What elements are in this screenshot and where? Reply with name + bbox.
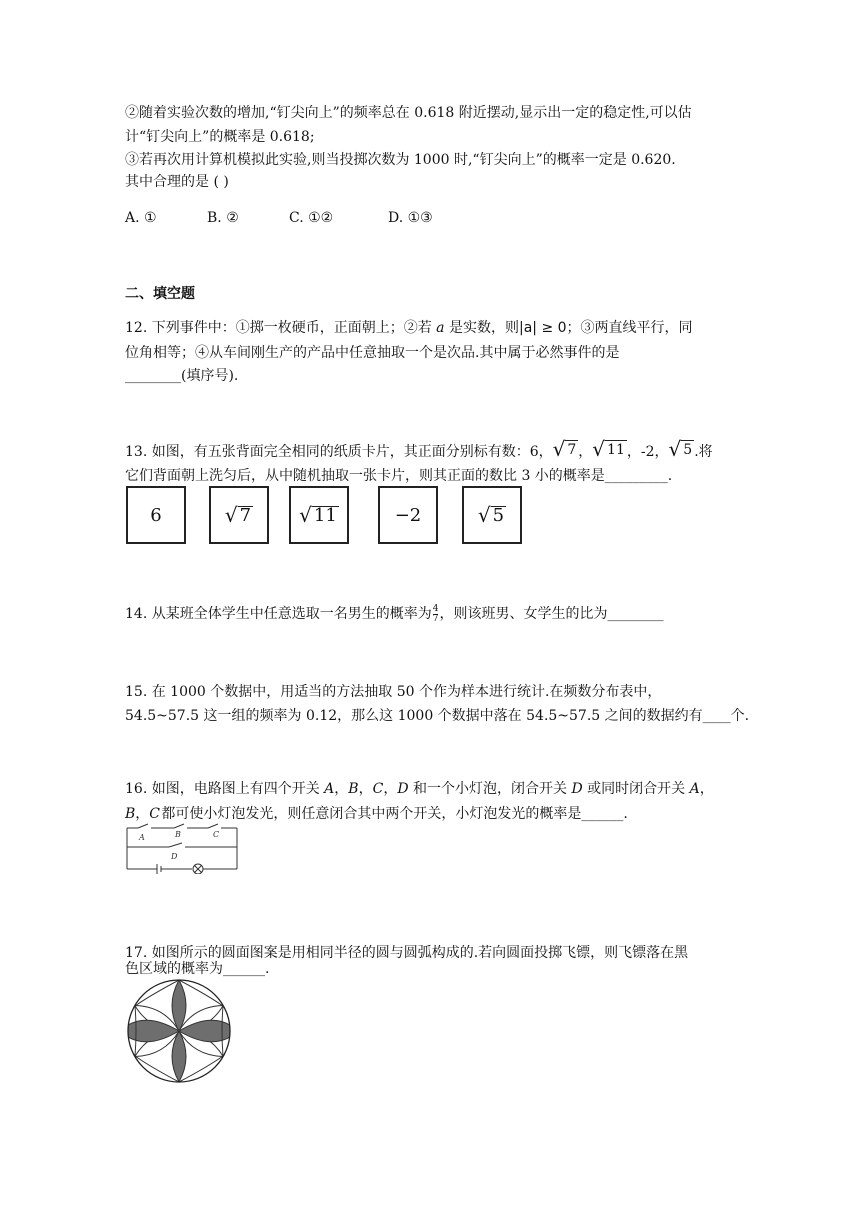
switch-c-label: C xyxy=(213,830,220,839)
switch-d-label: D xyxy=(171,852,178,861)
q12-line-2: 位角相等；④从车间刚生产的产品中任意抽取一个是次品.其中属于必然事件的是 xyxy=(125,345,620,361)
q11-option-b[interactable]: B. ② xyxy=(207,210,239,226)
q13-text-d: .将 xyxy=(694,444,713,460)
card-sqrt-11: √ 11 xyxy=(289,486,349,544)
q14-fraction: $\frac{4}{7}$ xyxy=(432,603,439,624)
q11-line-4: 其中合理的是 ( ) xyxy=(125,174,229,190)
q11-option-d[interactable]: D. ①③ xyxy=(388,210,433,226)
q13-root-11: √ 11 xyxy=(592,437,625,461)
q11-line-1: ②随着实验次数的增加,“钉尖向上”的频率总在 0.618 附近摆动,显示出一定的稳定性,可以估 xyxy=(125,105,692,121)
q15-line-1: 15. 在 1000 个数据中，用适当的方法抽取 50 个作为样本进行统计.在频数分布表中， xyxy=(125,684,662,700)
switch-a-label: A xyxy=(139,833,145,842)
q16-var-c2: C xyxy=(149,806,161,822)
q12-line-1 xyxy=(125,318,693,338)
q12-text-c: ；③两直线平行，同 xyxy=(566,320,693,336)
q11-line-3: ③若再次用计算机模拟此实验,则当投掷次数为 1000 时,“钉尖向上”的概率一定是 0.620. xyxy=(125,152,676,168)
q16-text-mid: 和一个小灯泡 xyxy=(408,781,497,797)
q12-math: |a| ≥ 0 xyxy=(518,320,567,336)
q13-root-7: √ 7 xyxy=(552,437,577,461)
q11-line-2: 计“钉尖向上”的概率是 0.618; xyxy=(125,129,315,145)
q16-var-a2: A xyxy=(689,781,700,797)
q12-line-3[interactable]: ________(填序号). xyxy=(125,368,239,384)
card-sqrt-7: √ 7 xyxy=(209,486,269,544)
q13-line-1 xyxy=(125,439,713,462)
q16-var-d2: D xyxy=(571,781,583,797)
q16-line-2[interactable]: B，C 都可使小灯泡发光，则任意闭合其中两个开关，小灯泡发光的概率是______. xyxy=(125,806,628,822)
q13-line-2[interactable]: 它们背面朝上洗匀后，从中随机抽取一张卡片，则其正面的数比 3 小的概率是_________. xyxy=(125,468,673,484)
q14-text-a: 14. 从某班全体学生中任意选取一名男生的概率为 xyxy=(125,606,432,622)
q14-text-b: ，则该班男、女学生的比为________ xyxy=(439,606,664,622)
q16-var-a: A xyxy=(324,781,335,797)
q15-line-2[interactable]: 54.5~57.5 这一组的频率为 0.12，那么这 1000 个数据中落在 54.5~57.5 之间的数据约有____个. xyxy=(125,708,750,724)
q16-var-b2: B xyxy=(125,806,136,822)
q14-line[interactable] xyxy=(125,604,663,624)
q16-var-d: D xyxy=(397,781,409,797)
q16-text-c: 或同时闭合开关 xyxy=(582,781,690,797)
q11-option-c[interactable]: C. ①② xyxy=(289,210,334,226)
q16-var-c: C xyxy=(372,781,384,797)
circuit-diagram xyxy=(124,822,240,874)
q11-option-a[interactable]: A. ① xyxy=(125,210,157,226)
q12-var-a: a xyxy=(436,320,445,336)
q16-text-line2: 都可使小灯泡发光，则任意闭合其中两个开关，小灯泡发光的概率是______. xyxy=(161,806,628,822)
switch-b-label: B xyxy=(175,830,181,839)
circle-pattern xyxy=(125,978,233,1084)
section-title: 二、填空题 xyxy=(125,286,195,302)
card-6: 6 xyxy=(126,486,186,544)
q17-line-2[interactable]: 色区域的概率为______. xyxy=(125,961,270,977)
card-minus-2: −2 xyxy=(378,486,438,544)
q12-text-b: 是实数，则 xyxy=(444,320,519,336)
q12-text-a: 12. 下列事件中：①掷一枚硬币，正面朝上；②若 xyxy=(125,320,437,336)
q13-text-a: 13. 如图，有五张背面完全相同的纸质卡片，其正面分别标有数：6， xyxy=(125,444,553,460)
q17-line-1: 17. 如图所示的圆面图案是用相同半径的圆与圆弧构成的.若向圆面投掷飞镖，则飞镖落在黑 xyxy=(125,945,689,961)
q13-text-c: ，-2， xyxy=(626,444,669,460)
q16-line-1: 16. 如图，电路图上有四个开关 A，B，C，D 和一个小灯泡，闭合开关 D 或同时闭合开关 A， xyxy=(125,781,714,797)
card-sqrt-5: √ 5 xyxy=(462,486,522,544)
q13-sep-1: ， xyxy=(578,444,593,460)
q16-var-b: B xyxy=(348,781,359,797)
q13-root-5: √ 5 xyxy=(668,437,693,461)
q16-text-a: 16. 如图，电路图上有四个开关 xyxy=(125,781,325,797)
q16-text-b: ，闭合开关 xyxy=(497,781,572,797)
